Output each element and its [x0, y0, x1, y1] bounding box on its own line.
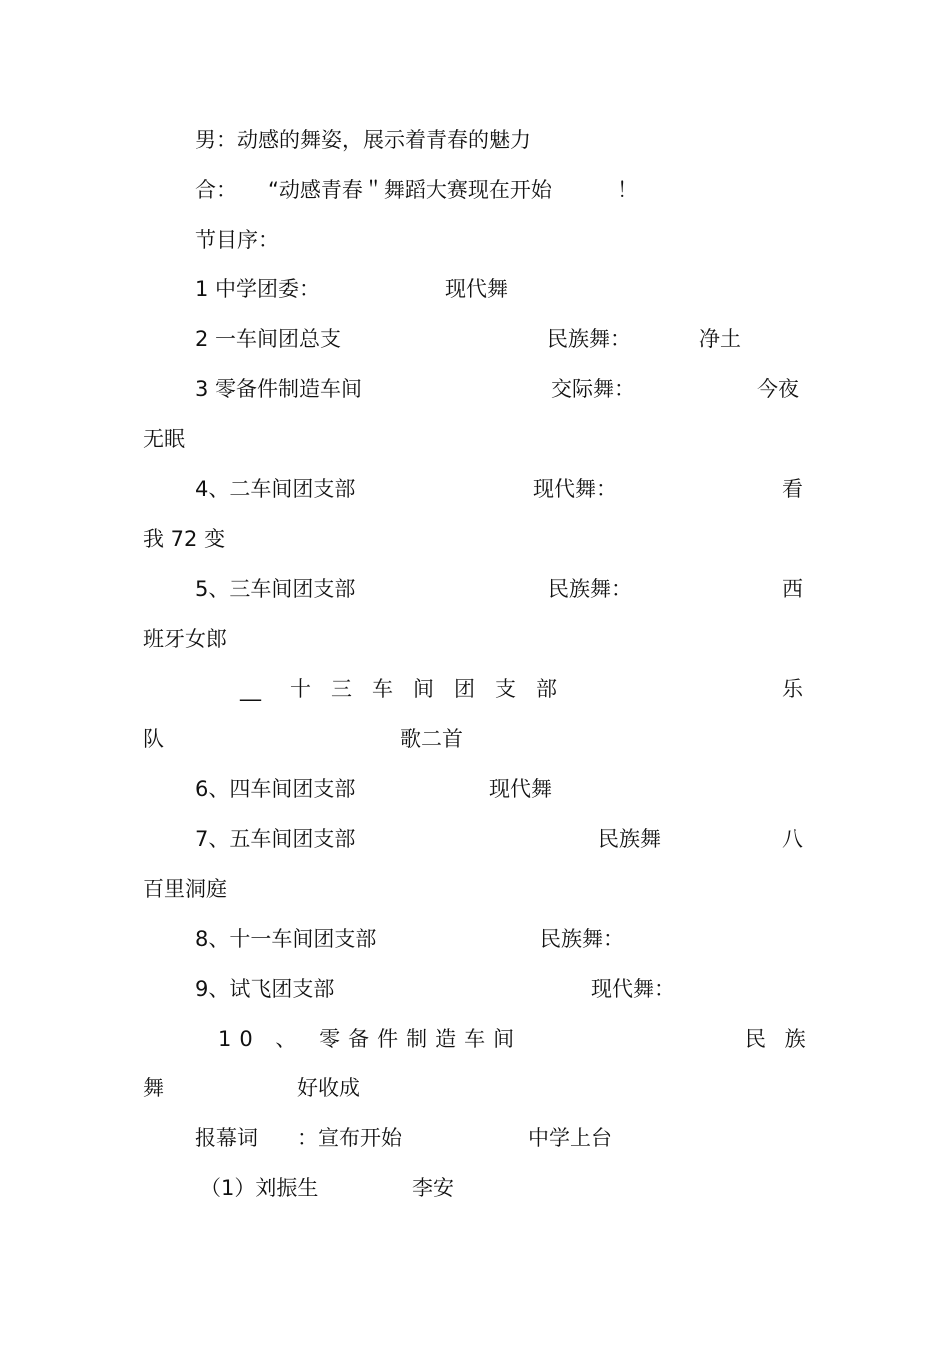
program-3-name: 3 零备件制造车间	[195, 377, 363, 401]
program-5-title-start: 西	[782, 577, 803, 601]
line-together-exclaim: ！	[617, 178, 638, 202]
program-6-type: 现代舞	[489, 777, 552, 801]
program-13-title: 歌二首	[400, 727, 463, 751]
host-1: （1）刘振生	[200, 1176, 319, 1200]
program-9-name: 9、试飞团支部	[195, 977, 335, 1001]
program-8-name: 8、十一车间团支部	[195, 927, 377, 951]
program-5-title-end: 班牙女郎	[143, 627, 227, 651]
program-10-name: 10 、 零备件制造车间	[218, 1027, 523, 1051]
program-4-name: 4、二车间团支部	[195, 477, 356, 501]
program-7-name: 7、五车间团支部	[195, 827, 356, 851]
program-6-name: 6、四车间团支部	[195, 777, 356, 801]
program-5-type: 民族舞：	[548, 577, 632, 601]
program-13-type-start: 乐	[782, 677, 803, 701]
announce-label: 报幕词	[195, 1126, 258, 1150]
program-3-title-end: 无眠	[143, 427, 185, 451]
host-2: 李安	[412, 1176, 454, 1200]
program-heading: 节目序：	[195, 228, 279, 252]
program-7-title-end: 百里洞庭	[143, 877, 227, 901]
program-5-name: 5、三车间团支部	[195, 577, 356, 601]
program-2-title: 净土	[699, 327, 741, 351]
line-together-label: 合：	[195, 178, 237, 202]
program-13-blank: __	[240, 677, 261, 701]
program-2-name: 2 一车间团总支	[195, 327, 342, 351]
program-4-type: 现代舞：	[533, 477, 617, 501]
program-4-title-start: 看	[782, 477, 803, 501]
program-10-title: 好收成	[297, 1076, 360, 1100]
announce-text: ：宣布开始	[297, 1126, 402, 1150]
program-3-title-start: 今夜	[757, 377, 799, 401]
program-3-type: 交际舞：	[551, 377, 635, 401]
program-13-type-end: 队	[143, 727, 164, 751]
program-13-name: 十三车间团支部	[290, 677, 577, 701]
line-together-text: “动感青春＂舞蹈大赛现在开始	[268, 178, 552, 202]
program-10-type-start: 民 族	[745, 1027, 812, 1051]
program-7-type: 民族舞	[598, 827, 661, 851]
program-1-name: 1 中学团委：	[195, 277, 321, 301]
program-2-type: 民族舞：	[547, 327, 631, 351]
program-4-title-end: 我 72 变	[143, 527, 226, 551]
line-male-host: 男：动感的舞姿，展示着青春的魅力	[195, 128, 531, 152]
program-1-type: 现代舞	[445, 277, 508, 301]
program-10-type-end: 舞	[143, 1076, 164, 1100]
program-7-title-start: 八	[782, 827, 803, 851]
program-8-type: 民族舞：	[540, 927, 624, 951]
program-9-type: 现代舞：	[591, 977, 675, 1001]
announce-text-2: 中学上台	[528, 1126, 612, 1150]
